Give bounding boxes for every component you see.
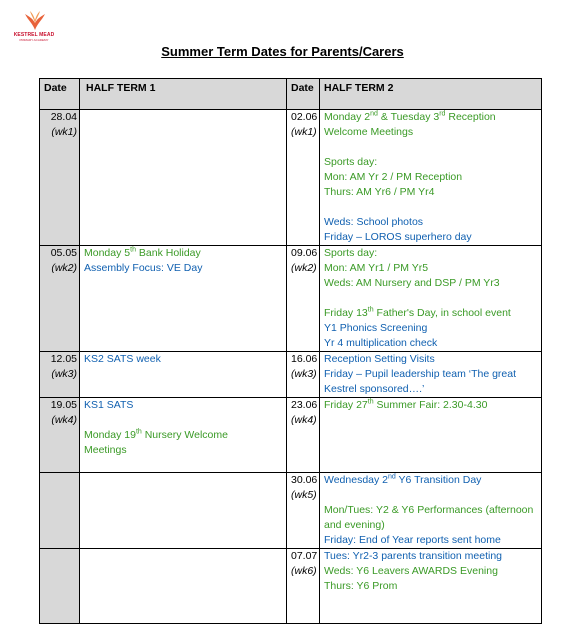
half2-week: (wk3) [291,368,317,380]
term-dates-table [39,78,542,624]
ordinal-suffix: rd [439,110,446,118]
kestrel-bird-icon [24,10,46,32]
half2-week: (wk2) [291,262,317,274]
half-term-1-events [80,352,287,398]
half1-week: (wk4) [51,414,77,426]
event-line: Mon: AM Yr1 / PM Yr5 [324,262,429,274]
event-line: KS1 SATS [84,399,134,411]
half2-date: 02.06 [291,111,318,123]
ordinal-suffix: nd [370,110,378,118]
event-line: Assembly Focus: VE Day [84,262,203,274]
half1-week: (wk2) [51,262,77,274]
half1-week: (wk3) [51,368,77,380]
event-line: Mon/Tues: Y2 & Y6 Performances (afternoon [324,504,534,516]
spacer [324,488,539,503]
event-line: Thurs: AM Yr6 / PM Yr4 [324,186,435,198]
event-line: Reception Setting Visits [324,353,435,365]
half2-date: 30.06 [291,474,318,486]
header-half-term-1: HALF TERM 1 [80,79,287,110]
event-line: Meetings [84,444,127,456]
table-row [40,473,542,549]
event-line: Wednesday 2nd Y6 Transition Day [324,473,482,486]
event-line: Yr 4 multiplication check [324,337,438,349]
half-term-2-events [320,246,542,352]
week-date-cell-2 [287,110,320,246]
half2-week: (wk6) [291,565,317,577]
event-line: Weds: Y6 Leavers AWARDS Evening [324,565,498,577]
half1-date: 12.05 [50,353,77,365]
week-date-cell-1 [40,110,80,246]
week-date-cell-1 [40,549,80,624]
half1-week: (wk1) [51,126,77,138]
event-line: Friday 13th Father's Day, in school event [324,306,511,319]
half2-date: 07.07 [291,550,318,562]
event-line: Mon: AM Yr 2 / PM Reception [324,171,463,183]
event-line: Kestrel sponsored….’ [324,383,425,395]
week-date-cell-2 [287,352,320,398]
event-line: Tues: Yr2-3 parents transition meeting [324,550,503,562]
ordinal-suffix: nd [388,473,396,481]
table-row [40,549,542,624]
half1-date: 19.05 [50,399,77,411]
half-term-2-events [320,549,542,624]
ordinal-suffix: th [367,398,374,406]
half2-date: 09.06 [291,247,318,259]
table-row [40,246,542,352]
half2-week: (wk5) [291,489,317,501]
event-line: Weds: AM Nursery and DSP / PM Yr3 [324,277,500,289]
event-line: Friday – LOROS superhero day [324,231,472,243]
logo-school-subtitle: PRIMARY ACADEMY [19,38,49,42]
half-term-2-events [320,398,542,473]
spacer [324,200,539,215]
event-line: Welcome Meetings [324,126,414,138]
half-term-1-events [80,549,287,624]
event-line: Sports day: [324,247,378,259]
week-date-cell-2 [287,398,320,473]
ordinal-suffix: th [135,428,142,436]
header-half-term-2: HALF TERM 2 [320,79,542,110]
half-term-1-events [80,246,287,352]
event-line: Thurs: Y6 Prom [324,580,398,592]
table-row [40,352,542,398]
event-line: Monday 5th Bank Holiday [84,246,201,259]
header-date: Date [40,79,80,110]
week-date-cell-1 [40,398,80,473]
half-term-1-events [80,110,287,246]
event-line: Friday 27th Summer Fair: 2.30-4.30 [324,398,488,411]
event-line: Friday: End of Year reports sent home [324,534,501,546]
event-line: and evening) [324,519,385,531]
event-line: KS2 SATS week [84,353,161,365]
week-date-cell-2 [287,473,320,549]
page-title: Summer Term Dates for Parents/Carers [161,44,404,59]
event-line: Y1 Phonics Screening [324,322,428,334]
week-date-cell-1 [40,352,80,398]
spacer [324,140,539,155]
half1-date: 28.04 [50,111,77,123]
table-row [40,398,542,473]
half2-week: (wk4) [291,414,317,426]
logo-school-name: KESTREL MEAD [13,32,55,38]
ordinal-suffix: th [130,246,136,254]
week-date-cell-1 [40,246,80,352]
half2-date: 16.06 [291,353,318,365]
half-term-2-events [320,473,542,549]
event-line: Monday 19th Nursery Welcome [84,428,228,441]
school-logo [12,10,56,44]
event-line: Monday 2nd & Tuesday 3rd Reception [324,110,496,123]
half-term-2-events [320,110,542,246]
event-line: Friday – Pupil leadership team ‘The great [324,368,517,380]
table-row [40,110,542,246]
week-date-cell-2 [287,549,320,624]
week-date-cell-2 [287,246,320,352]
half-term-1-events [80,398,287,473]
half-term-1-events [80,473,287,549]
ordinal-suffix: th [367,306,374,314]
spacer [84,413,284,428]
half2-date: 23.06 [291,399,318,411]
half1-date: 05.05 [50,247,77,259]
half-term-2-events [320,352,542,398]
half2-week: (wk1) [291,126,317,138]
event-line: Weds: School photos [324,216,424,228]
spacer [324,291,539,306]
header-date-2: Date [287,79,320,110]
table-header-row [40,79,542,110]
week-date-cell-1 [40,473,80,549]
event-line: Sports day: [324,156,378,168]
